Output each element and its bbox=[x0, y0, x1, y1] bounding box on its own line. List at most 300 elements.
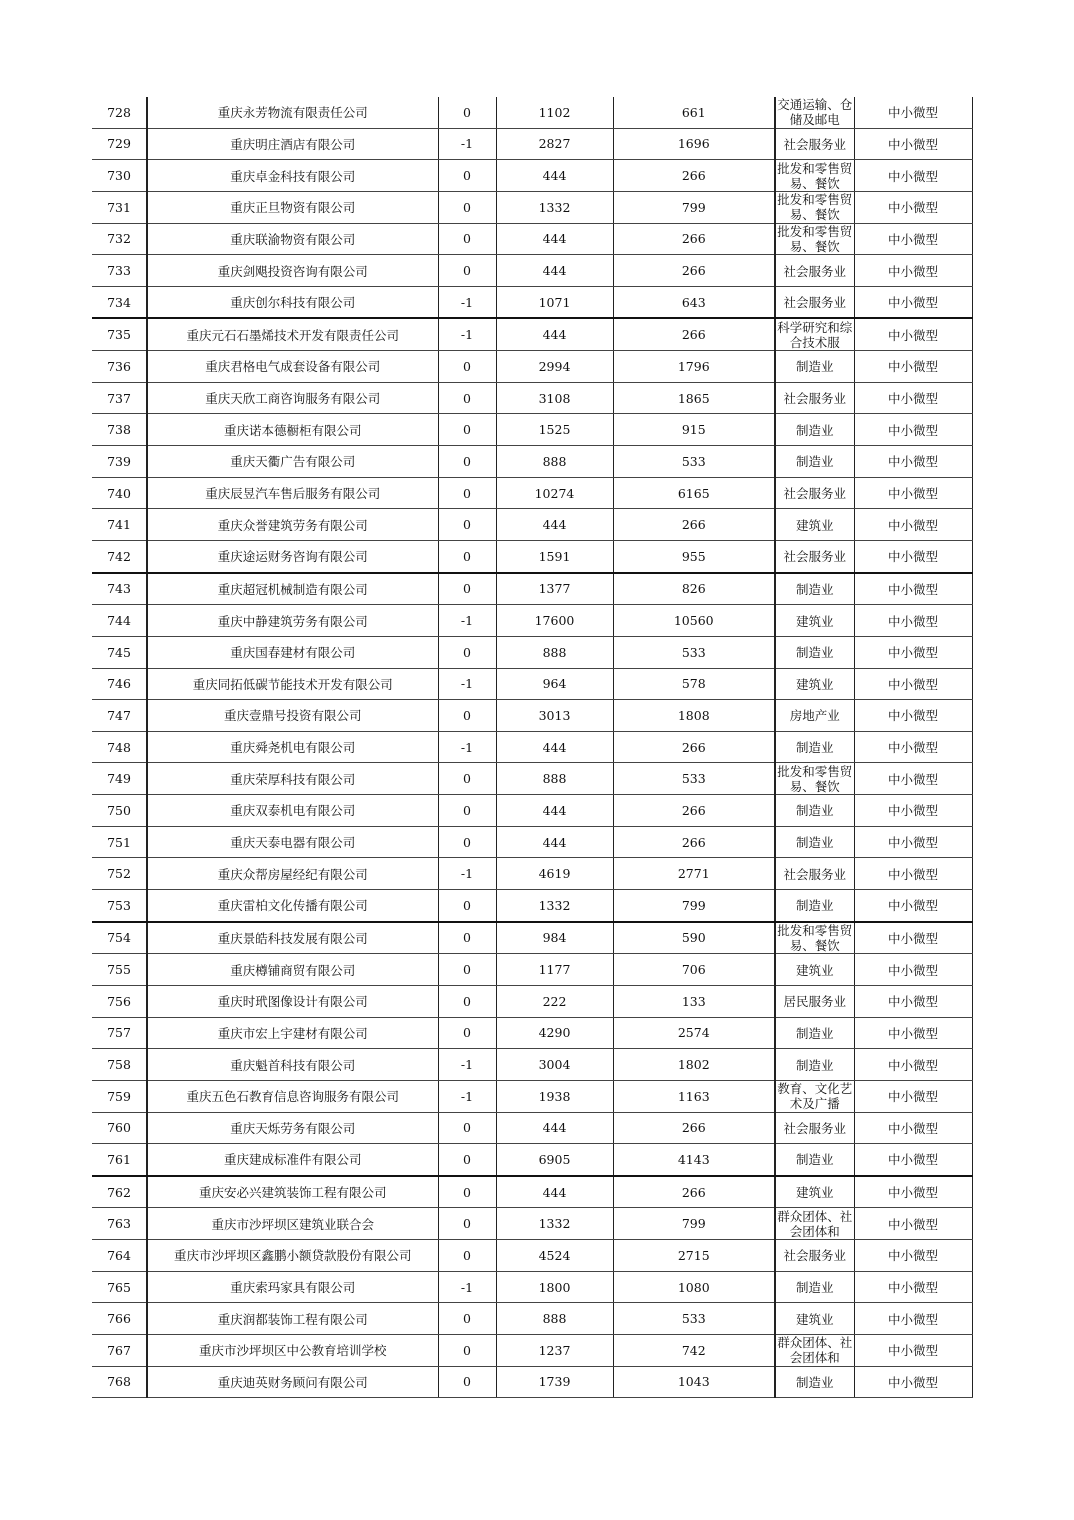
table-row bbox=[92, 97, 972, 128]
value-a-cell: 888 bbox=[496, 1303, 613, 1335]
flag-cell: -1 bbox=[438, 318, 496, 350]
flag-cell: 0 bbox=[438, 922, 496, 954]
table-row bbox=[92, 1049, 972, 1081]
value-b-cell: 955 bbox=[613, 540, 775, 572]
table-row bbox=[92, 668, 972, 700]
value-b-cell: 266 bbox=[613, 1112, 775, 1144]
value-b-cell: 533 bbox=[613, 1303, 775, 1335]
company-name-cell: 重庆樽铺商贸有限公司 bbox=[147, 954, 438, 986]
flag-cell: -1 bbox=[438, 858, 496, 890]
value-a-cell: 17600 bbox=[496, 605, 613, 637]
value-b-cell: 266 bbox=[613, 731, 775, 763]
size-category-cell: 中小微型 bbox=[854, 1208, 972, 1240]
flag-cell: 0 bbox=[438, 1208, 496, 1240]
company-name-cell: 重庆元石石墨烯技术开发有限责任公司 bbox=[147, 318, 438, 350]
size-category-cell: 中小微型 bbox=[854, 382, 972, 414]
size-category-cell: 中小微型 bbox=[854, 351, 972, 383]
flag-cell: 0 bbox=[438, 636, 496, 668]
value-b-cell: 266 bbox=[613, 318, 775, 350]
flag-cell: 0 bbox=[438, 826, 496, 858]
table-row bbox=[92, 1366, 972, 1398]
table-row bbox=[92, 1112, 972, 1144]
row-number-cell: 759 bbox=[92, 1080, 147, 1112]
industry-cell: 制造业 bbox=[775, 1049, 854, 1081]
value-a-cell: 984 bbox=[496, 922, 613, 954]
company-name-cell: 重庆天烁劳务有限公司 bbox=[147, 1112, 438, 1144]
size-category-cell: 中小微型 bbox=[854, 826, 972, 858]
row-number-cell: 749 bbox=[92, 763, 147, 795]
size-category-cell: 中小微型 bbox=[854, 731, 972, 763]
row-number-cell: 739 bbox=[92, 446, 147, 478]
table-row bbox=[92, 731, 972, 763]
row-number-cell: 767 bbox=[92, 1334, 147, 1366]
company-name-cell: 重庆舜尧机电有限公司 bbox=[147, 731, 438, 763]
size-category-cell: 中小微型 bbox=[854, 1176, 972, 1208]
value-a-cell: 1938 bbox=[496, 1080, 613, 1112]
table-row bbox=[92, 795, 972, 827]
company-name-cell: 重庆五色石教育信息咨询服务有限公司 bbox=[147, 1080, 438, 1112]
industry-text: 批发和零售贸易、餐饮 bbox=[777, 192, 853, 223]
value-a-cell: 1377 bbox=[496, 573, 613, 605]
industry-cell bbox=[775, 318, 854, 350]
value-b-cell: 799 bbox=[613, 890, 775, 922]
row-number-cell: 746 bbox=[92, 668, 147, 700]
table-row bbox=[92, 573, 972, 605]
industry-text: 批发和零售贸易、餐饮 bbox=[777, 763, 853, 794]
industry-cell bbox=[775, 922, 854, 954]
flag-cell: 0 bbox=[438, 540, 496, 572]
value-b-cell: 266 bbox=[613, 160, 775, 192]
row-number-cell: 748 bbox=[92, 731, 147, 763]
industry-cell: 制造业 bbox=[775, 795, 854, 827]
industry-cell bbox=[775, 160, 854, 192]
value-b-cell: 1163 bbox=[613, 1080, 775, 1112]
value-a-cell: 4619 bbox=[496, 858, 613, 890]
company-name-cell: 重庆景皓科技发展有限公司 bbox=[147, 922, 438, 954]
table-row bbox=[92, 1080, 972, 1112]
table-row bbox=[92, 318, 972, 350]
table-row bbox=[92, 985, 972, 1017]
industry-cell: 建筑业 bbox=[775, 605, 854, 637]
table-row bbox=[92, 160, 972, 192]
value-b-cell: 2715 bbox=[613, 1240, 775, 1272]
table-row bbox=[92, 700, 972, 732]
flag-cell: -1 bbox=[438, 1049, 496, 1081]
value-b-cell: 266 bbox=[613, 509, 775, 541]
row-number-cell: 757 bbox=[92, 1017, 147, 1049]
value-b-cell: 2771 bbox=[613, 858, 775, 890]
industry-cell: 社会服务业 bbox=[775, 255, 854, 287]
size-category-cell: 中小微型 bbox=[854, 128, 972, 160]
value-b-cell: 4143 bbox=[613, 1144, 775, 1176]
value-a-cell: 1739 bbox=[496, 1366, 613, 1398]
company-name-cell: 重庆正旦物资有限公司 bbox=[147, 191, 438, 223]
company-name-cell: 重庆市宏上宇建材有限公司 bbox=[147, 1017, 438, 1049]
company-table bbox=[92, 97, 973, 1398]
value-b-cell: 266 bbox=[613, 826, 775, 858]
row-number-cell: 729 bbox=[92, 128, 147, 160]
value-a-cell: 1102 bbox=[496, 97, 613, 128]
size-category-cell: 中小微型 bbox=[854, 890, 972, 922]
row-number-cell: 742 bbox=[92, 540, 147, 572]
value-a-cell: 3013 bbox=[496, 700, 613, 732]
company-name-cell: 重庆市沙坪坝区中公教育培训学校 bbox=[147, 1334, 438, 1366]
value-a-cell: 444 bbox=[496, 731, 613, 763]
size-category-cell: 中小微型 bbox=[854, 922, 972, 954]
company-name-cell: 重庆众帮房屋经纪有限公司 bbox=[147, 858, 438, 890]
value-b-cell: 6165 bbox=[613, 477, 775, 509]
table-row bbox=[92, 191, 972, 223]
industry-cell bbox=[775, 763, 854, 795]
value-a-cell: 6905 bbox=[496, 1144, 613, 1176]
value-a-cell: 1177 bbox=[496, 954, 613, 986]
size-category-cell: 中小微型 bbox=[854, 1240, 972, 1272]
size-category-cell: 中小微型 bbox=[854, 573, 972, 605]
table-row bbox=[92, 414, 972, 446]
flag-cell: 0 bbox=[438, 223, 496, 255]
industry-cell bbox=[775, 1334, 854, 1366]
size-category-cell: 中小微型 bbox=[854, 795, 972, 827]
industry-text: 批发和零售贸易、餐饮 bbox=[777, 223, 853, 254]
company-name-cell: 重庆润都装饰工程有限公司 bbox=[147, 1303, 438, 1335]
value-b-cell: 266 bbox=[613, 223, 775, 255]
industry-cell: 制造业 bbox=[775, 414, 854, 446]
table-row bbox=[92, 890, 972, 922]
industry-cell: 建筑业 bbox=[775, 1176, 854, 1208]
table-row bbox=[92, 763, 972, 795]
industry-cell: 居民服务业 bbox=[775, 985, 854, 1017]
company-name-cell: 重庆天泰电器有限公司 bbox=[147, 826, 438, 858]
flag-cell: -1 bbox=[438, 286, 496, 318]
value-a-cell: 222 bbox=[496, 985, 613, 1017]
size-category-cell: 中小微型 bbox=[854, 1366, 972, 1398]
company-name-cell: 重庆国春建材有限公司 bbox=[147, 636, 438, 668]
size-category-cell: 中小微型 bbox=[854, 318, 972, 350]
size-category-cell: 中小微型 bbox=[854, 700, 972, 732]
flag-cell: 0 bbox=[438, 890, 496, 922]
industry-cell: 制造业 bbox=[775, 351, 854, 383]
industry-text: 群众团体、社会团体和 bbox=[777, 1335, 853, 1366]
company-name-cell: 重庆荣厚科技有限公司 bbox=[147, 763, 438, 795]
size-category-cell: 中小微型 bbox=[854, 286, 972, 318]
size-category-cell: 中小微型 bbox=[854, 1334, 972, 1366]
value-a-cell: 444 bbox=[496, 826, 613, 858]
flag-cell: 0 bbox=[438, 446, 496, 478]
flag-cell: 0 bbox=[438, 954, 496, 986]
value-b-cell: 266 bbox=[613, 795, 775, 827]
row-number-cell: 741 bbox=[92, 509, 147, 541]
industry-cell: 制造业 bbox=[775, 573, 854, 605]
industry-cell: 制造业 bbox=[775, 1366, 854, 1398]
value-a-cell: 1237 bbox=[496, 1334, 613, 1366]
row-number-cell: 732 bbox=[92, 223, 147, 255]
value-b-cell: 533 bbox=[613, 763, 775, 795]
table-row bbox=[92, 954, 972, 986]
company-name-cell: 重庆天衢广告有限公司 bbox=[147, 446, 438, 478]
value-a-cell: 888 bbox=[496, 763, 613, 795]
table-body bbox=[92, 97, 972, 1398]
value-a-cell: 444 bbox=[496, 318, 613, 350]
row-number-cell: 762 bbox=[92, 1176, 147, 1208]
industry-cell bbox=[775, 191, 854, 223]
company-name-cell: 重庆壹鼎号投资有限公司 bbox=[147, 700, 438, 732]
table-row bbox=[92, 636, 972, 668]
table-row bbox=[92, 1176, 972, 1208]
row-number-cell: 756 bbox=[92, 985, 147, 1017]
table-row bbox=[92, 858, 972, 890]
value-a-cell: 964 bbox=[496, 668, 613, 700]
value-b-cell: 2574 bbox=[613, 1017, 775, 1049]
industry-cell: 社会服务业 bbox=[775, 128, 854, 160]
value-a-cell: 444 bbox=[496, 160, 613, 192]
company-name-cell: 重庆君格电气成套设备有限公司 bbox=[147, 351, 438, 383]
company-name-cell: 重庆魁首科技有限公司 bbox=[147, 1049, 438, 1081]
value-b-cell: 533 bbox=[613, 446, 775, 478]
company-name-cell: 重庆剑飓投资咨询有限公司 bbox=[147, 255, 438, 287]
value-a-cell: 444 bbox=[496, 255, 613, 287]
company-name-cell: 重庆众誉建筑劳务有限公司 bbox=[147, 509, 438, 541]
value-a-cell: 10274 bbox=[496, 477, 613, 509]
company-name-cell: 重庆时玳图像设计有限公司 bbox=[147, 985, 438, 1017]
company-name-cell: 重庆创尔科技有限公司 bbox=[147, 286, 438, 318]
industry-cell: 制造业 bbox=[775, 826, 854, 858]
row-number-cell: 744 bbox=[92, 605, 147, 637]
row-number-cell: 763 bbox=[92, 1208, 147, 1240]
value-a-cell: 1332 bbox=[496, 191, 613, 223]
value-b-cell: 1696 bbox=[613, 128, 775, 160]
value-a-cell: 3004 bbox=[496, 1049, 613, 1081]
value-a-cell: 444 bbox=[496, 1176, 613, 1208]
row-number-cell: 735 bbox=[92, 318, 147, 350]
company-name-cell: 重庆卓金科技有限公司 bbox=[147, 160, 438, 192]
flag-cell: 0 bbox=[438, 1366, 496, 1398]
value-b-cell: 133 bbox=[613, 985, 775, 1017]
company-name-cell: 重庆市沙坪坝区鑫鹏小额贷款股份有限公司 bbox=[147, 1240, 438, 1272]
table-row bbox=[92, 540, 972, 572]
row-number-cell: 750 bbox=[92, 795, 147, 827]
value-b-cell: 1865 bbox=[613, 382, 775, 414]
table-row bbox=[92, 826, 972, 858]
flag-cell: -1 bbox=[438, 668, 496, 700]
row-number-cell: 737 bbox=[92, 382, 147, 414]
row-number-cell: 738 bbox=[92, 414, 147, 446]
value-b-cell: 826 bbox=[613, 573, 775, 605]
company-name-cell: 重庆双泰机电有限公司 bbox=[147, 795, 438, 827]
industry-cell: 社会服务业 bbox=[775, 540, 854, 572]
row-number-cell: 760 bbox=[92, 1112, 147, 1144]
row-number-cell: 731 bbox=[92, 191, 147, 223]
size-category-cell: 中小微型 bbox=[854, 509, 972, 541]
industry-cell: 制造业 bbox=[775, 731, 854, 763]
flag-cell: 0 bbox=[438, 1334, 496, 1366]
flag-cell: 0 bbox=[438, 382, 496, 414]
size-category-cell: 中小微型 bbox=[854, 477, 972, 509]
value-b-cell: 578 bbox=[613, 668, 775, 700]
industry-cell: 社会服务业 bbox=[775, 1112, 854, 1144]
row-number-cell: 734 bbox=[92, 286, 147, 318]
flag-cell: 0 bbox=[438, 160, 496, 192]
flag-cell: 0 bbox=[438, 509, 496, 541]
size-category-cell: 中小微型 bbox=[854, 668, 972, 700]
value-b-cell: 661 bbox=[613, 97, 775, 128]
value-a-cell: 1525 bbox=[496, 414, 613, 446]
industry-text: 教育、文化艺术及广播 bbox=[777, 1081, 853, 1112]
value-b-cell: 799 bbox=[613, 191, 775, 223]
company-name-cell: 重庆辰昱汽车售后服务有限公司 bbox=[147, 477, 438, 509]
value-a-cell: 888 bbox=[496, 636, 613, 668]
table-row bbox=[92, 1334, 972, 1366]
value-a-cell: 4290 bbox=[496, 1017, 613, 1049]
table-row bbox=[92, 1208, 972, 1240]
flag-cell: 0 bbox=[438, 1112, 496, 1144]
industry-cell bbox=[775, 223, 854, 255]
industry-cell: 社会服务业 bbox=[775, 858, 854, 890]
industry-cell bbox=[775, 1080, 854, 1112]
size-category-cell: 中小微型 bbox=[854, 97, 972, 128]
size-category-cell: 中小微型 bbox=[854, 858, 972, 890]
flag-cell: -1 bbox=[438, 605, 496, 637]
table-row bbox=[92, 1240, 972, 1272]
value-b-cell: 706 bbox=[613, 954, 775, 986]
value-a-cell: 888 bbox=[496, 446, 613, 478]
table-row bbox=[92, 446, 972, 478]
flag-cell: 0 bbox=[438, 1144, 496, 1176]
value-a-cell: 444 bbox=[496, 1112, 613, 1144]
value-b-cell: 1043 bbox=[613, 1366, 775, 1398]
value-b-cell: 799 bbox=[613, 1208, 775, 1240]
table-row bbox=[92, 1303, 972, 1335]
flag-cell: 0 bbox=[438, 414, 496, 446]
value-b-cell: 1796 bbox=[613, 351, 775, 383]
value-a-cell: 1071 bbox=[496, 286, 613, 318]
table-row bbox=[92, 286, 972, 318]
row-number-cell: 747 bbox=[92, 700, 147, 732]
value-a-cell: 1332 bbox=[496, 890, 613, 922]
company-name-cell: 重庆永芳物流有限责任公司 bbox=[147, 97, 438, 128]
table-row bbox=[92, 223, 972, 255]
size-category-cell: 中小微型 bbox=[854, 763, 972, 795]
company-name-cell: 重庆同拓低碳节能技术开发有限公司 bbox=[147, 668, 438, 700]
value-b-cell: 742 bbox=[613, 1334, 775, 1366]
industry-cell: 建筑业 bbox=[775, 954, 854, 986]
size-category-cell: 中小微型 bbox=[854, 255, 972, 287]
value-a-cell: 1591 bbox=[496, 540, 613, 572]
industry-cell: 社会服务业 bbox=[775, 1240, 854, 1272]
size-category-cell: 中小微型 bbox=[854, 414, 972, 446]
flag-cell: 0 bbox=[438, 97, 496, 128]
table-row bbox=[92, 1271, 972, 1303]
flag-cell: 0 bbox=[438, 351, 496, 383]
table-row bbox=[92, 477, 972, 509]
industry-cell: 建筑业 bbox=[775, 668, 854, 700]
industry-cell: 社会服务业 bbox=[775, 286, 854, 318]
size-category-cell: 中小微型 bbox=[854, 1017, 972, 1049]
industry-text: 批发和零售贸易、餐饮 bbox=[777, 160, 853, 191]
company-name-cell: 重庆雷柏文化传播有限公司 bbox=[147, 890, 438, 922]
row-number-cell: 745 bbox=[92, 636, 147, 668]
industry-cell: 制造业 bbox=[775, 890, 854, 922]
value-a-cell: 1800 bbox=[496, 1271, 613, 1303]
row-number-cell: 753 bbox=[92, 890, 147, 922]
industry-cell: 建筑业 bbox=[775, 509, 854, 541]
industry-cell: 制造业 bbox=[775, 1271, 854, 1303]
row-number-cell: 728 bbox=[92, 97, 147, 128]
industry-text: 群众团体、社会团体和 bbox=[777, 1208, 853, 1239]
value-b-cell: 533 bbox=[613, 636, 775, 668]
flag-cell: -1 bbox=[438, 1080, 496, 1112]
company-name-cell: 重庆安必兴建筑装饰工程有限公司 bbox=[147, 1176, 438, 1208]
size-category-cell: 中小微型 bbox=[854, 1303, 972, 1335]
company-name-cell: 重庆明庄酒店有限公司 bbox=[147, 128, 438, 160]
table-row bbox=[92, 351, 972, 383]
industry-cell: 制造业 bbox=[775, 1144, 854, 1176]
size-category-cell: 中小微型 bbox=[854, 1144, 972, 1176]
flag-cell: 0 bbox=[438, 1176, 496, 1208]
value-a-cell: 3108 bbox=[496, 382, 613, 414]
size-category-cell: 中小微型 bbox=[854, 160, 972, 192]
size-category-cell: 中小微型 bbox=[854, 605, 972, 637]
industry-cell bbox=[775, 1208, 854, 1240]
company-name-cell: 重庆超冠机械制造有限公司 bbox=[147, 573, 438, 605]
industry-cell: 制造业 bbox=[775, 1017, 854, 1049]
size-category-cell: 中小微型 bbox=[854, 223, 972, 255]
size-category-cell: 中小微型 bbox=[854, 954, 972, 986]
industry-cell: 社会服务业 bbox=[775, 382, 854, 414]
industry-cell: 建筑业 bbox=[775, 1303, 854, 1335]
row-number-cell: 755 bbox=[92, 954, 147, 986]
table-row bbox=[92, 605, 972, 637]
value-b-cell: 590 bbox=[613, 922, 775, 954]
value-b-cell: 266 bbox=[613, 1176, 775, 1208]
table-row bbox=[92, 509, 972, 541]
row-number-cell: 768 bbox=[92, 1366, 147, 1398]
size-category-cell: 中小微型 bbox=[854, 446, 972, 478]
size-category-cell: 中小微型 bbox=[854, 540, 972, 572]
industry-text: 科学研究和综合技术服 bbox=[777, 319, 853, 350]
table-row bbox=[92, 922, 972, 954]
industry-cell: 制造业 bbox=[775, 446, 854, 478]
company-name-cell: 重庆迪英财务顾问有限公司 bbox=[147, 1366, 438, 1398]
industry-cell bbox=[775, 97, 854, 128]
size-category-cell: 中小微型 bbox=[854, 1112, 972, 1144]
value-b-cell: 643 bbox=[613, 286, 775, 318]
row-number-cell: 751 bbox=[92, 826, 147, 858]
company-name-cell: 重庆建成标准件有限公司 bbox=[147, 1144, 438, 1176]
value-b-cell: 1080 bbox=[613, 1271, 775, 1303]
table-row bbox=[92, 1144, 972, 1176]
size-category-cell: 中小微型 bbox=[854, 191, 972, 223]
industry-cell: 房地产业 bbox=[775, 700, 854, 732]
row-number-cell: 743 bbox=[92, 573, 147, 605]
company-name-cell: 重庆联渝物资有限公司 bbox=[147, 223, 438, 255]
value-a-cell: 4524 bbox=[496, 1240, 613, 1272]
value-a-cell: 1332 bbox=[496, 1208, 613, 1240]
row-number-cell: 752 bbox=[92, 858, 147, 890]
row-number-cell: 740 bbox=[92, 477, 147, 509]
size-category-cell: 中小微型 bbox=[854, 985, 972, 1017]
company-name-cell: 重庆中静建筑劳务有限公司 bbox=[147, 605, 438, 637]
table-row bbox=[92, 255, 972, 287]
value-a-cell: 2827 bbox=[496, 128, 613, 160]
company-name-cell: 重庆天欣工商咨询服务有限公司 bbox=[147, 382, 438, 414]
value-a-cell: 2994 bbox=[496, 351, 613, 383]
industry-text: 交通运输、仓储及邮电 bbox=[777, 97, 853, 128]
industry-cell: 制造业 bbox=[775, 636, 854, 668]
flag-cell: -1 bbox=[438, 1271, 496, 1303]
size-category-cell: 中小微型 bbox=[854, 1080, 972, 1112]
flag-cell: 0 bbox=[438, 255, 496, 287]
flag-cell: 0 bbox=[438, 985, 496, 1017]
